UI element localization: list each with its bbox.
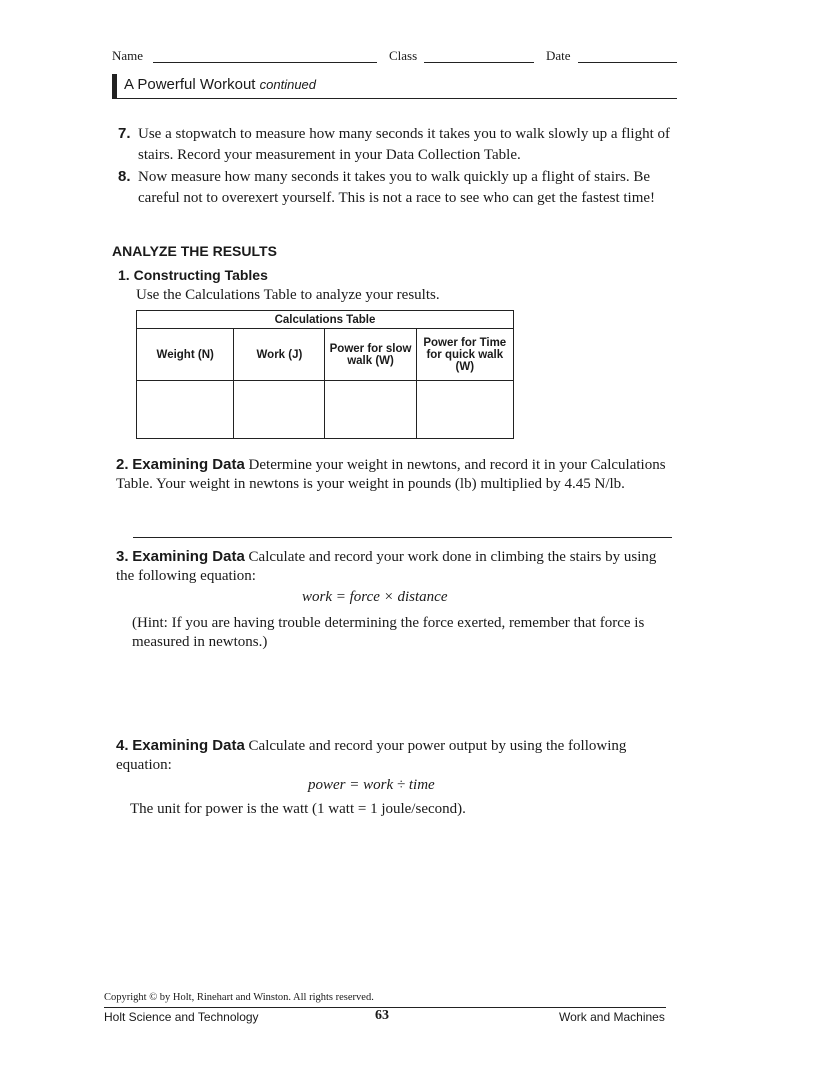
step-number: 7. (118, 125, 131, 142)
analyze-heading: ANALYZE THE RESULTS (112, 243, 277, 259)
step-7 (118, 124, 678, 166)
q2-number: 2. (116, 456, 129, 473)
q1-number: 1. (118, 267, 130, 283)
calculations-table (136, 310, 514, 439)
table-header-work: Work (J) (234, 329, 325, 381)
q4-note: The unit for power is the watt (1 watt = 1 joule/second). (130, 801, 466, 817)
q3-equation: work = force × distance (302, 589, 448, 605)
table-header-slow-power: Power for slow walk (W) (325, 329, 416, 381)
q1-heading (118, 267, 268, 283)
q3-hint: (Hint: If you are having trouble determining the force exerted, remember that force is measured in newtons.) (132, 615, 645, 650)
q4-text: Calculate and record your power output by using the following equation: (116, 738, 627, 773)
page-number: 63 (375, 1008, 389, 1023)
q4-title: Examining Data (132, 737, 245, 754)
q3-title: Examining Data (132, 548, 245, 565)
q2-title: Examining Data (132, 456, 245, 473)
q4-equation: power = work ÷ time (308, 777, 435, 793)
step-8 (118, 167, 678, 229)
q1-text: Use the Calculations Table to analyze your results. (136, 287, 440, 303)
q4 (116, 736, 676, 775)
q2-answer-line[interactable] (133, 537, 672, 538)
table-caption: Calculations Table (137, 311, 514, 329)
page-title-suffix: continued (259, 77, 317, 92)
date-label: Date (546, 48, 571, 63)
q3 (116, 547, 676, 586)
table-header-quick-power: Power for Time for quick walk (W) (416, 329, 513, 381)
q2-text: Determine your weight in newtons, and record it in your Calculations Table. Your weight in newtons is your weight in pounds (lb) multiplied by 4.45 N/lb. (116, 457, 666, 492)
table-cell-slow-power[interactable] (325, 381, 416, 439)
q3-number: 3. (116, 548, 129, 565)
table-cell-weight[interactable] (137, 381, 234, 439)
name-field[interactable] (153, 62, 377, 63)
table-cell-quick-power[interactable] (416, 381, 513, 439)
chapter-title: Work and Machines (559, 1010, 665, 1024)
step-number: 8. (118, 168, 131, 185)
publisher: Holt Science and Technology (104, 1010, 259, 1024)
copyright: Copyright © by Holt, Rinehart and Winston. All rights reserved. (104, 992, 374, 1003)
page-title (124, 76, 316, 93)
q1-title: Constructing Tables (133, 267, 268, 283)
table-row (137, 381, 514, 439)
table-cell-work[interactable] (234, 381, 325, 439)
q2 (116, 455, 676, 494)
title-rule (112, 98, 677, 99)
table-header-weight: Weight (N) (137, 329, 234, 381)
class-label: Class (389, 48, 418, 63)
q3-text: Calculate and record your work done in climbing the stairs by using the following equation: (116, 549, 657, 584)
step-text: Now measure how many seconds it takes you to walk quickly up a flight of stairs. Be careful not to overexert yourself. This is not a race to see who can get the fastest time! (138, 169, 656, 206)
date-field[interactable] (578, 62, 677, 63)
q4-number: 4. (116, 737, 129, 754)
title-marker (112, 74, 117, 98)
step-text: Use a stopwatch to measure how many seconds it takes you to walk slowly up a flight of stairs. Record your measurement in your Data Collection Table. (138, 126, 670, 163)
page-title-text: A Powerful Workout (124, 76, 256, 93)
class-field[interactable] (424, 62, 534, 63)
name-label: Name (112, 48, 144, 63)
